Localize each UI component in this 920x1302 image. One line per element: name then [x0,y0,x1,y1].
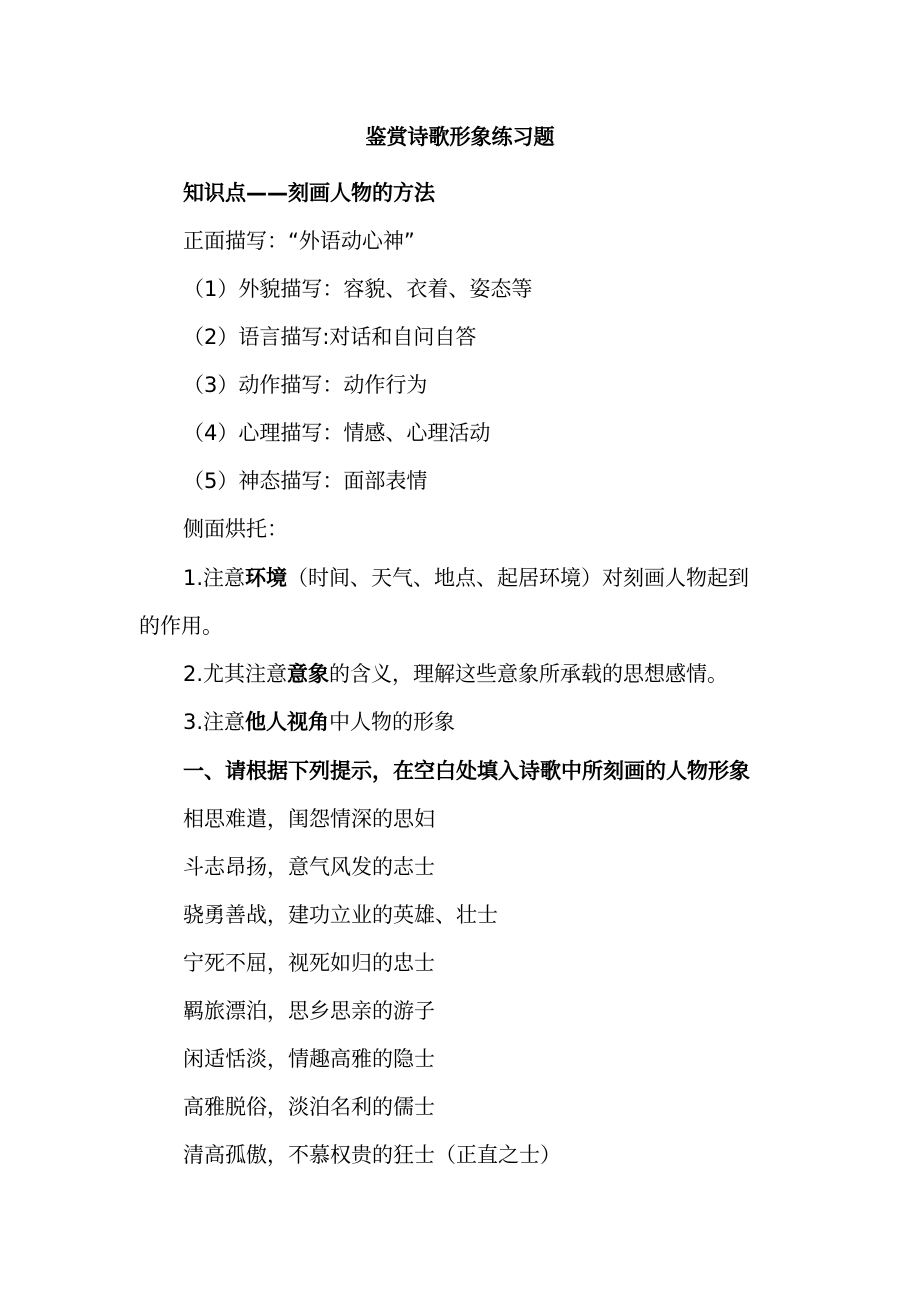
front-item-action: （3）动作描写：动作行为 [183,373,428,397]
side-point-3-keyword: 他人视角 [245,710,330,734]
side-description-heading: 侧面烘托： [183,517,288,541]
side-point-2 [183,660,728,688]
exercise-item: 清高孤傲，不慕权贵的狂士（正直之士） [183,1143,561,1167]
exercise-item: 斗志昂扬，意气风发的志士 [183,855,435,879]
side-point-1-continuation: 的作用。 [139,614,223,638]
front-description-heading: 正面描写：“外语动心神” [183,229,415,253]
side-point-1-keyword: 环境 [245,566,288,590]
exercise-item: 羁旅漂泊，思乡思亲的游子 [183,999,435,1023]
front-item-expression: （5）神态描写：面部表情 [183,469,428,493]
knowledge-heading: 知识点——刻画人物的方法 [183,181,435,205]
exercise-item: 骁勇善战，建功立业的英雄、壮士 [183,903,498,927]
front-item-language: （2）语言描写:对话和自问自答 [183,325,477,349]
exercise-heading: 一、请根据下列提示，在空白处填入诗歌中所刻画的人物形象 [183,759,750,783]
exercise-item: 相思难遣，闺怨情深的思妇 [183,807,435,831]
front-item-appearance: （1）外貌描写：容貌、衣着、姿态等 [183,277,533,301]
side-point-3 [183,708,455,736]
side-point-2-keyword: 意象 [287,662,330,686]
document-title: 鉴赏诗歌形象练习题 [365,125,555,149]
exercise-item: 宁死不屈，视死如归的忠士 [183,951,435,975]
side-point-2-suffix: 的含义，理解这些意象所承载的思想感情。 [329,662,729,686]
front-item-psychology: （4）心理描写：情感、心理活动 [183,421,491,445]
side-point-3-suffix: 中人物的形象 [329,710,456,734]
exercise-item: 高雅脱俗，淡泊名利的儒士 [183,1095,435,1119]
side-point-1-suffix: （时间、天气、地点、起居环境）对刻画人物起到 [287,566,750,590]
side-point-1-prefix: 1.注意 [183,566,246,590]
side-point-2-prefix: 2.尤其注意 [183,662,288,686]
side-point-3-prefix: 3.注意 [183,710,246,734]
side-point-1 [183,564,749,592]
exercise-item: 闲适恬淡，情趣高雅的隐士 [183,1047,435,1071]
